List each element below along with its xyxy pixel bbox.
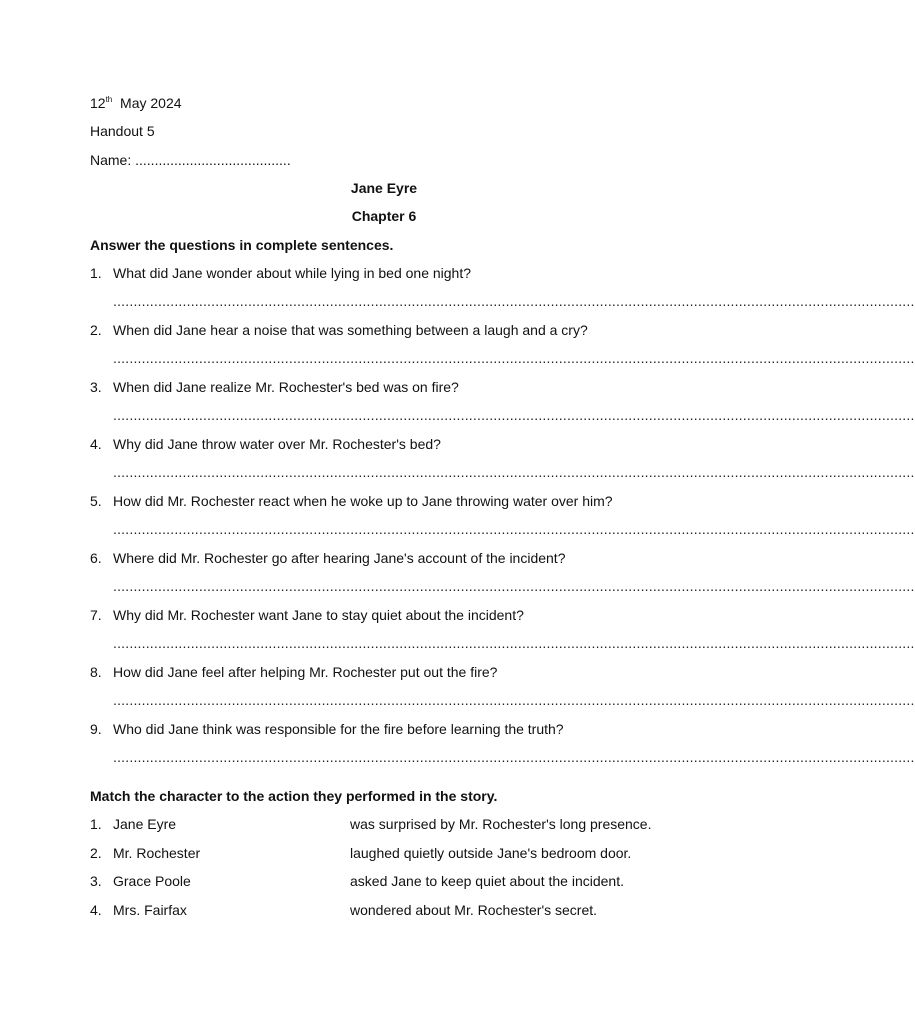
answer-line: ....................................................................................................................................................................................................: [113, 692, 915, 708]
answer-line: ....................................................................................................................................................................................................: [113, 350, 915, 366]
question-number: 6.: [90, 550, 102, 566]
answer-line: ....................................................................................................................................................................................................: [113, 749, 915, 765]
question-number: 7.: [90, 607, 102, 623]
answer-line: ....................................................................................................................................................................................................: [113, 578, 915, 594]
answer-line: ....................................................................................................................................................................................................: [113, 293, 915, 309]
question-text: Why did Mr. Rochester want Jane to stay quiet about the incident?: [113, 607, 524, 623]
date-rest: May 2024: [120, 95, 182, 111]
document-title: Jane Eyre: [350, 180, 418, 196]
question-text: Where did Mr. Rochester go after hearing Jane's account of the incident?: [113, 550, 566, 566]
name-field: Name: ........................................: [90, 152, 291, 168]
match-number: 2.: [90, 845, 102, 861]
match-instruction: Match the character to the action they performed in the story.: [90, 788, 498, 804]
question-text: When did Jane hear a noise that was something between a laugh and a cry?: [113, 322, 588, 338]
answer-line: ....................................................................................................................................................................................................: [113, 521, 915, 537]
date-line: [90, 94, 182, 112]
answer-line: ....................................................................................................................................................................................................: [113, 407, 915, 423]
question-number: 9.: [90, 721, 102, 737]
questions-instruction: Answer the questions in complete sentences.: [90, 237, 394, 253]
match-character: Mr. Rochester: [113, 845, 201, 861]
question-number: 1.: [90, 265, 102, 281]
answer-line: ....................................................................................................................................................................................................: [113, 635, 915, 651]
question-text: How did Jane feel after helping Mr. Rochester put out the fire?: [113, 664, 498, 680]
match-character: Mrs. Fairfax: [113, 902, 187, 918]
question-number: 4.: [90, 436, 102, 452]
question-number: 3.: [90, 379, 102, 395]
question-text: When did Jane realize Mr. Rochester's bed was on fire?: [113, 379, 459, 395]
match-number: 1.: [90, 816, 102, 832]
question-number: 8.: [90, 664, 102, 680]
match-character: Jane Eyre: [113, 816, 177, 832]
match-action: wondered about Mr. Rochester's secret.: [350, 902, 598, 918]
answer-line: ....................................................................................................................................................................................................: [113, 464, 915, 480]
match-action: was surprised by Mr. Rochester's long presence.: [350, 816, 652, 832]
chapter-heading: Chapter 6: [351, 208, 417, 224]
question-text: What did Jane wonder about while lying in bed one night?: [113, 265, 472, 281]
match-number: 3.: [90, 873, 102, 889]
match-action: asked Jane to keep quiet about the incident.: [350, 873, 624, 889]
question-number: 2.: [90, 322, 102, 338]
match-action: laughed quietly outside Jane's bedroom door.: [350, 845, 632, 861]
question-number: 5.: [90, 493, 102, 509]
question-text: Why did Jane throw water over Mr. Rochester's bed?: [113, 436, 441, 452]
question-text: Who did Jane think was responsible for the fire before learning the truth?: [113, 721, 564, 737]
date-suffix: th: [105, 95, 113, 104]
date-day: 12: [90, 95, 106, 111]
handout-label: Handout 5: [90, 123, 155, 139]
match-character: Grace Poole: [113, 873, 191, 889]
match-number: 4.: [90, 902, 102, 918]
question-text: How did Mr. Rochester react when he woke up to Jane throwing water over him?: [113, 493, 613, 509]
